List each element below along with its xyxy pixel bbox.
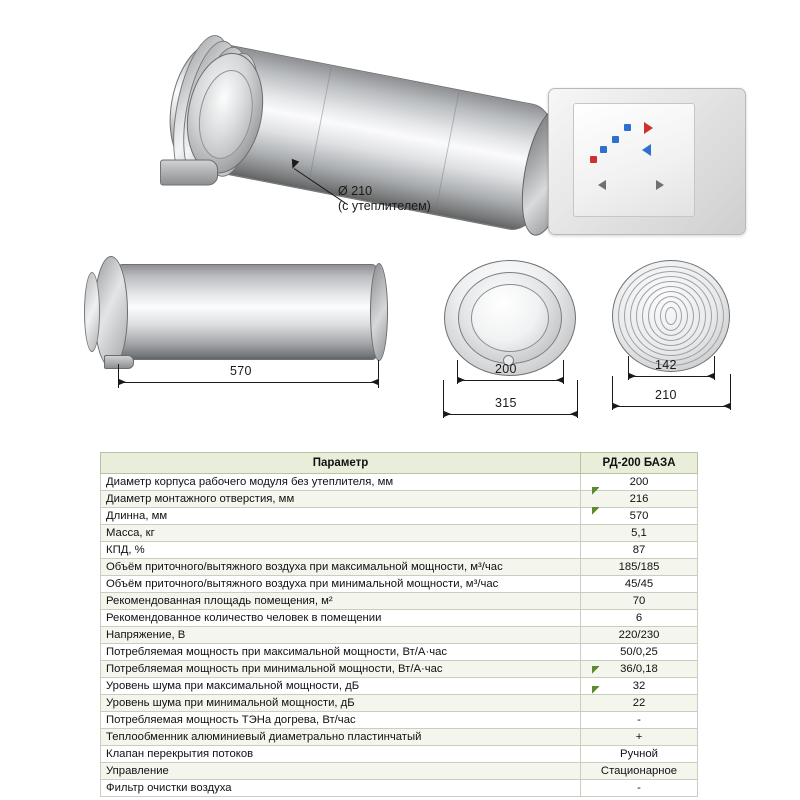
cell-parameter: Потребляемая мощность при максимальной мощности, Вт/А·час	[101, 644, 581, 661]
dimension-arrow	[444, 411, 451, 417]
table-row	[101, 763, 698, 780]
cell-value: -	[581, 712, 698, 729]
cell-corner-marker	[592, 686, 599, 695]
cell-parameter: Объём приточного/вытяжного воздуха при максимальной мощности, м³/час	[101, 559, 581, 576]
iso-annotation	[338, 184, 431, 214]
dimension-arrow	[119, 379, 126, 385]
cell-value: Стационарное	[581, 763, 698, 780]
side-rear-cap	[370, 263, 388, 361]
cell-parameter: Диаметр корпуса рабочего модуля без утеплителя, мм	[101, 474, 581, 491]
table-row	[101, 661, 698, 678]
cell-parameter: Клапан перекрытия потоков	[101, 746, 581, 763]
cell-value: 216	[581, 491, 698, 508]
cell-value: 570	[581, 508, 698, 525]
cell-value: 50/0,25	[581, 644, 698, 661]
table-row	[101, 695, 698, 712]
table-row	[101, 576, 698, 593]
extension-line	[577, 380, 578, 418]
front-cover-inner	[192, 65, 260, 163]
side-front-lip	[84, 272, 100, 352]
dimension-arrow	[458, 377, 465, 383]
dimension-arrow	[570, 411, 577, 417]
led-indicator-blue	[612, 136, 619, 143]
cell-parameter: Фильтр очистки воздуха	[101, 780, 581, 797]
table-row	[101, 729, 698, 746]
cell-value: Ручной	[581, 746, 698, 763]
cell-parameter: Масса, кг	[101, 525, 581, 542]
cell-parameter: Потребляемая мощность ТЭНа догрева, Вт/час	[101, 712, 581, 729]
cell-value: 220/230	[581, 627, 698, 644]
cell-parameter: Управление	[101, 763, 581, 780]
cell-value: 22	[581, 695, 698, 712]
cell-parameter: Объём приточного/вытяжного воздуха при минимальной мощности, м³/час	[101, 576, 581, 593]
table-row	[101, 474, 698, 491]
cell-value: -	[581, 780, 698, 797]
table-row	[101, 559, 698, 576]
dimension-arrow	[707, 373, 714, 379]
dimension-line-spiral-inner	[628, 376, 714, 377]
cell-parameter: Теплообменник алюминиевый диаметрально пластинчатый	[101, 729, 581, 746]
heat-exchanger-view-drawing	[606, 256, 776, 426]
side-mounting-bracket	[104, 355, 134, 369]
decrease-button-icon[interactable]	[598, 180, 606, 190]
led-indicator-red	[590, 156, 597, 163]
cell-value: 5,1	[581, 525, 698, 542]
dimension-label-front-inner: 200	[495, 362, 517, 376]
table-row	[101, 542, 698, 559]
table-row	[101, 525, 698, 542]
dimension-line-front-outer	[443, 414, 577, 415]
dimension-line-length	[118, 382, 378, 383]
isometric-unit-illustration	[80, 18, 550, 233]
cell-corner-marker	[592, 507, 599, 516]
dimension-label-spiral-outer: 210	[655, 388, 677, 402]
cell-value: 70	[581, 593, 698, 610]
cell-value: 200	[581, 474, 698, 491]
spiral-outer-circle	[612, 260, 730, 372]
table-body	[101, 474, 698, 797]
table-row	[101, 644, 698, 661]
extension-line	[730, 374, 731, 410]
cell-parameter: Длинна, мм	[101, 508, 581, 525]
dimension-arrow	[629, 373, 636, 379]
side-view-drawing	[78, 252, 408, 392]
table-row	[101, 610, 698, 627]
cell-value: 185/185	[581, 559, 698, 576]
table-header-model: РД-200 БАЗА	[581, 453, 698, 474]
cell-corner-marker	[592, 666, 599, 675]
dimension-arrow	[556, 377, 563, 383]
cell-value: 36/0,18	[581, 661, 698, 678]
extension-line	[378, 360, 379, 388]
side-casing	[108, 264, 386, 360]
dimension-label-spiral-inner: 142	[655, 358, 677, 372]
table-row	[101, 593, 698, 610]
table-row	[101, 746, 698, 763]
cell-parameter: КПД, %	[101, 542, 581, 559]
table-header-parameter: Параметр	[101, 453, 581, 474]
iso-annotation-line1: Ø 210	[338, 184, 373, 198]
dimension-line-front-inner	[457, 380, 563, 381]
controller-indicator-group	[590, 124, 656, 164]
front-outer-circle	[444, 260, 576, 376]
dimension-arrow	[723, 403, 730, 409]
spiral-ring	[665, 307, 677, 325]
cell-parameter: Уровень шума при минимальной мощности, дБ	[101, 695, 581, 712]
dimension-arrow	[371, 379, 378, 385]
table-row	[101, 491, 698, 508]
cell-value: 45/45	[581, 576, 698, 593]
extension-line	[714, 356, 715, 380]
front-view-drawing	[432, 256, 602, 446]
controller-faceplate[interactable]	[573, 103, 695, 217]
dimension-line-spiral-outer	[612, 406, 730, 407]
cell-corner-marker	[592, 487, 599, 496]
table-header-row	[101, 453, 698, 474]
dimension-label-length: 570	[230, 364, 252, 378]
dimension-arrow	[613, 403, 620, 409]
arrow-right-red-icon	[644, 122, 653, 134]
table-row	[101, 712, 698, 729]
cell-value: 32	[581, 678, 698, 695]
front-mid-circle	[458, 272, 562, 364]
iso-annotation-line2: (с утеплителем)	[338, 199, 431, 213]
cell-parameter: Напряжение, В	[101, 627, 581, 644]
table-row	[101, 508, 698, 525]
cell-value: 87	[581, 542, 698, 559]
led-indicator-blue	[624, 124, 631, 131]
mounting-bracket	[160, 159, 218, 185]
cell-parameter: Рекомендованная площадь помещения, м²	[101, 593, 581, 610]
specification-table	[100, 452, 698, 797]
dimension-label-front-outer: 315	[495, 396, 517, 410]
led-indicator-blue	[600, 146, 607, 153]
increase-button-icon[interactable]	[656, 180, 664, 190]
cell-parameter: Рекомендованное количество человек в помещении	[101, 610, 581, 627]
front-inner-circle	[471, 284, 549, 352]
cell-value: 6	[581, 610, 698, 627]
arrow-left-blue-icon	[642, 144, 651, 156]
table-row	[101, 627, 698, 644]
cell-value: +	[581, 729, 698, 746]
wall-controller-panel[interactable]	[548, 88, 746, 235]
cell-parameter: Потребляемая мощность при минимальной мощности, Вт/А·час	[101, 661, 581, 678]
table-row	[101, 678, 698, 695]
table-row	[101, 780, 698, 797]
extension-line	[563, 360, 564, 384]
cell-parameter: Уровень шума при максимальной мощности, дБ	[101, 678, 581, 695]
cell-parameter: Диаметр монтажного отверстия, мм	[101, 491, 581, 508]
